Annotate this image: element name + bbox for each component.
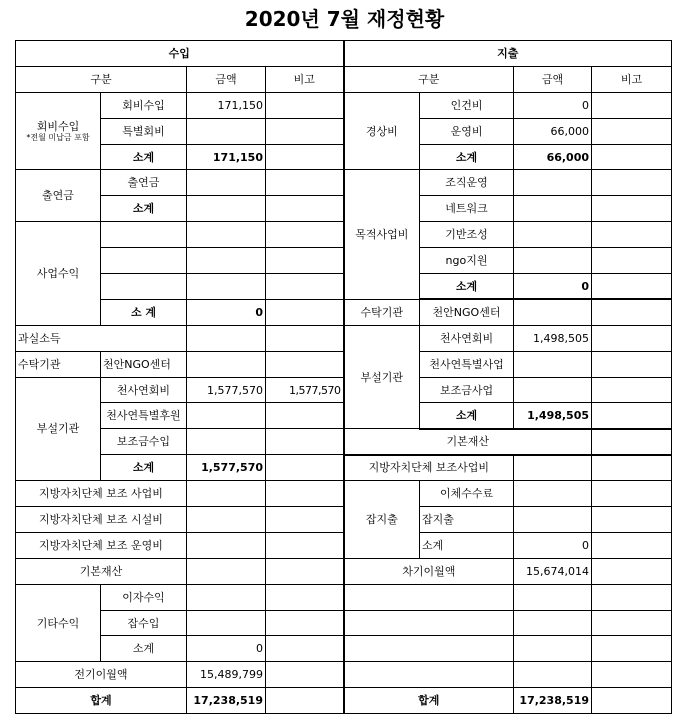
membership-group-text: 회비수입 xyxy=(36,119,80,133)
interest-income-amount xyxy=(187,584,266,610)
expense-blank-4-label xyxy=(344,662,514,688)
business-subtotal-amount: 0 xyxy=(187,299,266,325)
misc-expense-amount xyxy=(514,507,592,533)
income-affiliate-subtotal-remark xyxy=(266,455,344,481)
prev-carryover-amount: 15,489,799 xyxy=(187,662,266,688)
expense-affiliate-subtotal-label: 소계 xyxy=(420,403,514,429)
expense-affiliate-group-label: 부설기관 xyxy=(344,325,420,429)
expense-trustee-remark xyxy=(592,299,672,325)
business-item-3-label xyxy=(101,274,187,300)
expense-blank-4-amount xyxy=(514,662,592,688)
other-income-group-label: 기타수익 xyxy=(16,584,101,662)
special-fee-amount xyxy=(187,118,266,144)
base-building-amount xyxy=(514,222,592,248)
membership-subtotal-label: 소계 xyxy=(101,144,187,170)
income-endowment-remark xyxy=(266,558,344,584)
expense-subsidy-amount xyxy=(514,377,592,403)
income-subsidy-remark xyxy=(266,429,344,455)
business-item-2-amount xyxy=(187,248,266,274)
overpaid-income-amount xyxy=(187,325,266,351)
expense-angel-special-amount xyxy=(514,351,592,377)
income-angel-fee-amount: 1,577,570 xyxy=(187,377,266,403)
income-subsidy-label: 보조금수입 xyxy=(101,429,187,455)
contribution-subtotal-amount xyxy=(187,196,266,222)
finance-table xyxy=(15,40,672,714)
expense-blank-2-label xyxy=(344,610,514,636)
ngo-support-amount xyxy=(514,248,592,274)
expense-amount-header: 금액 xyxy=(514,66,592,92)
expense-affiliate-subtotal-amount: 1,498,505 xyxy=(514,403,592,429)
base-building-remark xyxy=(592,222,672,248)
expense-blank-4-remark xyxy=(592,662,672,688)
contribution-group-label: 출연금 xyxy=(16,170,101,222)
membership-fee-remark xyxy=(266,92,344,118)
org-operation-label: 조직운영 xyxy=(420,170,514,196)
general-subtotal-label: 소계 xyxy=(420,144,514,170)
expense-local-business-label: 지방자치단체 보조사업비 xyxy=(344,455,514,481)
expense-total-remark xyxy=(592,688,672,714)
purpose-subtotal-amount: 0 xyxy=(514,274,592,300)
income-local-business-remark xyxy=(266,481,344,507)
expense-subsidy-label: 보조금사업 xyxy=(420,377,514,403)
business-item-1-remark xyxy=(266,222,344,248)
income-trustee-remark xyxy=(266,351,344,377)
income-total-label: 합계 xyxy=(16,688,187,714)
other-income-subtotal-amount: 0 xyxy=(187,636,266,662)
network-amount xyxy=(514,196,592,222)
contribution-subtotal-label: 소계 xyxy=(101,196,187,222)
income-trustee-amount xyxy=(187,351,266,377)
base-building-label: 기반조성 xyxy=(420,222,514,248)
page-title: 2020년 7월 재정현황 xyxy=(244,7,445,31)
expense-remarks-header: 비고 xyxy=(592,66,672,92)
expense-blank-3-label xyxy=(344,636,514,662)
network-label: 네트워크 xyxy=(420,196,514,222)
expense-affiliate-subtotal-remark xyxy=(592,403,672,429)
business-subtotal-label: 소 계 xyxy=(101,299,187,325)
income-angel-special-label: 천사연특별후원 xyxy=(101,403,187,429)
prev-carryover-label: 전기이월액 xyxy=(16,662,187,688)
operating-label: 운영비 xyxy=(420,118,514,144)
income-affiliate-group-label: 부설기관 xyxy=(16,377,101,481)
misc-income-label: 잡수입 xyxy=(101,610,187,636)
expense-header: 지출 xyxy=(344,41,672,67)
misc-income-amount xyxy=(187,610,266,636)
prev-carryover-remark xyxy=(266,662,344,688)
business-item-3-amount xyxy=(187,274,266,300)
misc-income-remark xyxy=(266,610,344,636)
business-subtotal-remark xyxy=(266,299,344,325)
general-subtotal-amount: 66,000 xyxy=(514,144,592,170)
operating-amount: 66,000 xyxy=(514,118,592,144)
personnel-remark xyxy=(592,92,672,118)
income-total-amount: 17,238,519 xyxy=(187,688,266,714)
misc-subtotal-label: 소계 xyxy=(420,532,514,558)
expense-total-amount: 17,238,519 xyxy=(514,688,592,714)
expense-endowment-label: 기본재산 xyxy=(344,429,592,455)
income-remarks-header: 비고 xyxy=(266,66,344,92)
other-income-subtotal-remark xyxy=(266,636,344,662)
expense-local-business-remark xyxy=(592,455,672,481)
transfer-fee-remark xyxy=(592,481,672,507)
income-local-facility-label: 지방자치단체 보조 시설비 xyxy=(16,507,187,533)
expense-subsidy-remark xyxy=(592,377,672,403)
expense-total-label: 합계 xyxy=(344,688,514,714)
ngo-support-remark xyxy=(592,248,672,274)
income-local-operating-remark xyxy=(266,532,344,558)
expense-trustee-label: 수탁기관 xyxy=(344,299,420,325)
income-local-facility-amount xyxy=(187,507,266,533)
personnel-label: 인건비 xyxy=(420,92,514,118)
transfer-fee-label: 이체수수료 xyxy=(420,481,514,507)
next-carryover-label: 차기이월액 xyxy=(344,558,514,584)
expense-angel-fee-label: 천사연회비 xyxy=(420,325,514,351)
income-local-operating-amount xyxy=(187,532,266,558)
misc-expense-remark xyxy=(592,507,672,533)
income-local-business-amount xyxy=(187,481,266,507)
membership-subtotal-amount: 171,150 xyxy=(187,144,266,170)
expense-blank-3-remark xyxy=(592,636,672,662)
income-affiliate-subtotal-amount: 1,577,570 xyxy=(187,455,266,481)
expense-angel-fee-amount: 1,498,505 xyxy=(514,325,592,351)
purpose-expense-group-label: 목적사업비 xyxy=(344,170,420,299)
expense-trustee-amount xyxy=(514,299,592,325)
next-carryover-remark xyxy=(592,558,672,584)
next-carryover-amount: 15,674,014 xyxy=(514,558,592,584)
expense-category-header: 구분 xyxy=(344,66,514,92)
network-remark xyxy=(592,196,672,222)
misc-expense-group-label: 잡지출 xyxy=(344,481,420,559)
contribution-item-remark xyxy=(266,170,344,196)
income-header: 수입 xyxy=(16,41,344,67)
income-endowment-amount xyxy=(187,558,266,584)
expense-blank-1-label xyxy=(344,584,514,610)
income-trustee-name: 천안NGO센터 xyxy=(101,351,187,377)
misc-subtotal-remark xyxy=(592,532,672,558)
expense-angel-special-remark xyxy=(592,351,672,377)
expense-blank-1-amount xyxy=(514,584,592,610)
income-category-header: 구분 xyxy=(16,66,187,92)
expense-blank-3-amount xyxy=(514,636,592,662)
business-item-1-amount xyxy=(187,222,266,248)
membership-group-note: *전월 미납금 포함 xyxy=(26,132,90,142)
income-local-facility-remark xyxy=(266,507,344,533)
business-item-2-remark xyxy=(266,248,344,274)
business-item-1-label xyxy=(101,222,187,248)
membership-fee-label: 회비수입 xyxy=(101,92,187,118)
income-local-operating-label: 지방자치단체 보조 운영비 xyxy=(16,532,187,558)
membership-group-label xyxy=(16,92,101,170)
special-fee-remark xyxy=(266,118,344,144)
income-subsidy-amount xyxy=(187,429,266,455)
org-operation-amount xyxy=(514,170,592,196)
income-angel-special-amount xyxy=(187,403,266,429)
expense-angel-fee-remark xyxy=(592,325,672,351)
misc-expense-label: 잡지출 xyxy=(420,507,514,533)
expense-blank-2-remark xyxy=(592,610,672,636)
income-affiliate-subtotal-label: 소계 xyxy=(101,455,187,481)
transfer-fee-amount xyxy=(514,481,592,507)
business-item-3-remark xyxy=(266,274,344,300)
income-total-remark xyxy=(266,688,344,714)
overpaid-income-remark xyxy=(266,325,344,351)
income-endowment-label: 기본재산 xyxy=(16,558,187,584)
contribution-item-label: 출연금 xyxy=(101,170,187,196)
expense-blank-1-remark xyxy=(592,584,672,610)
interest-income-remark xyxy=(266,584,344,610)
other-income-subtotal-label: 소계 xyxy=(101,636,187,662)
org-operation-remark xyxy=(592,170,672,196)
general-subtotal-remark xyxy=(592,144,672,170)
contribution-subtotal-remark xyxy=(266,196,344,222)
operating-remark xyxy=(592,118,672,144)
income-local-business-label: 지방자치단체 보조 사업비 xyxy=(16,481,187,507)
purpose-subtotal-remark xyxy=(592,274,672,300)
business-group-label: 사업수익 xyxy=(16,222,101,326)
overpaid-income-label: 과실소득 xyxy=(16,325,187,351)
membership-fee-amount: 171,150 xyxy=(187,92,266,118)
income-amount-header: 금액 xyxy=(187,66,266,92)
purpose-subtotal-label: 소계 xyxy=(420,274,514,300)
expense-blank-2-amount xyxy=(514,610,592,636)
business-item-2-label xyxy=(101,248,187,274)
income-angel-fee-remark: 1,577,570 xyxy=(266,377,344,403)
income-trustee-label: 수탁기관 xyxy=(16,351,101,377)
expense-endowment-remark xyxy=(592,429,672,455)
interest-income-label: 이자수익 xyxy=(101,584,187,610)
misc-subtotal-amount: 0 xyxy=(514,532,592,558)
expense-local-business-amount xyxy=(514,455,592,481)
income-angel-special-remark xyxy=(266,403,344,429)
personnel-amount: 0 xyxy=(514,92,592,118)
income-angel-fee-label: 천사연회비 xyxy=(101,377,187,403)
expense-angel-special-label: 천사연특별사업 xyxy=(420,351,514,377)
contribution-item-amount xyxy=(187,170,266,196)
special-fee-label: 특별회비 xyxy=(101,118,187,144)
general-expense-group-label: 경상비 xyxy=(344,92,420,170)
membership-subtotal-remark xyxy=(266,144,344,170)
ngo-support-label: ngo지원 xyxy=(420,248,514,274)
expense-trustee-name: 천안NGO센터 xyxy=(420,299,514,325)
